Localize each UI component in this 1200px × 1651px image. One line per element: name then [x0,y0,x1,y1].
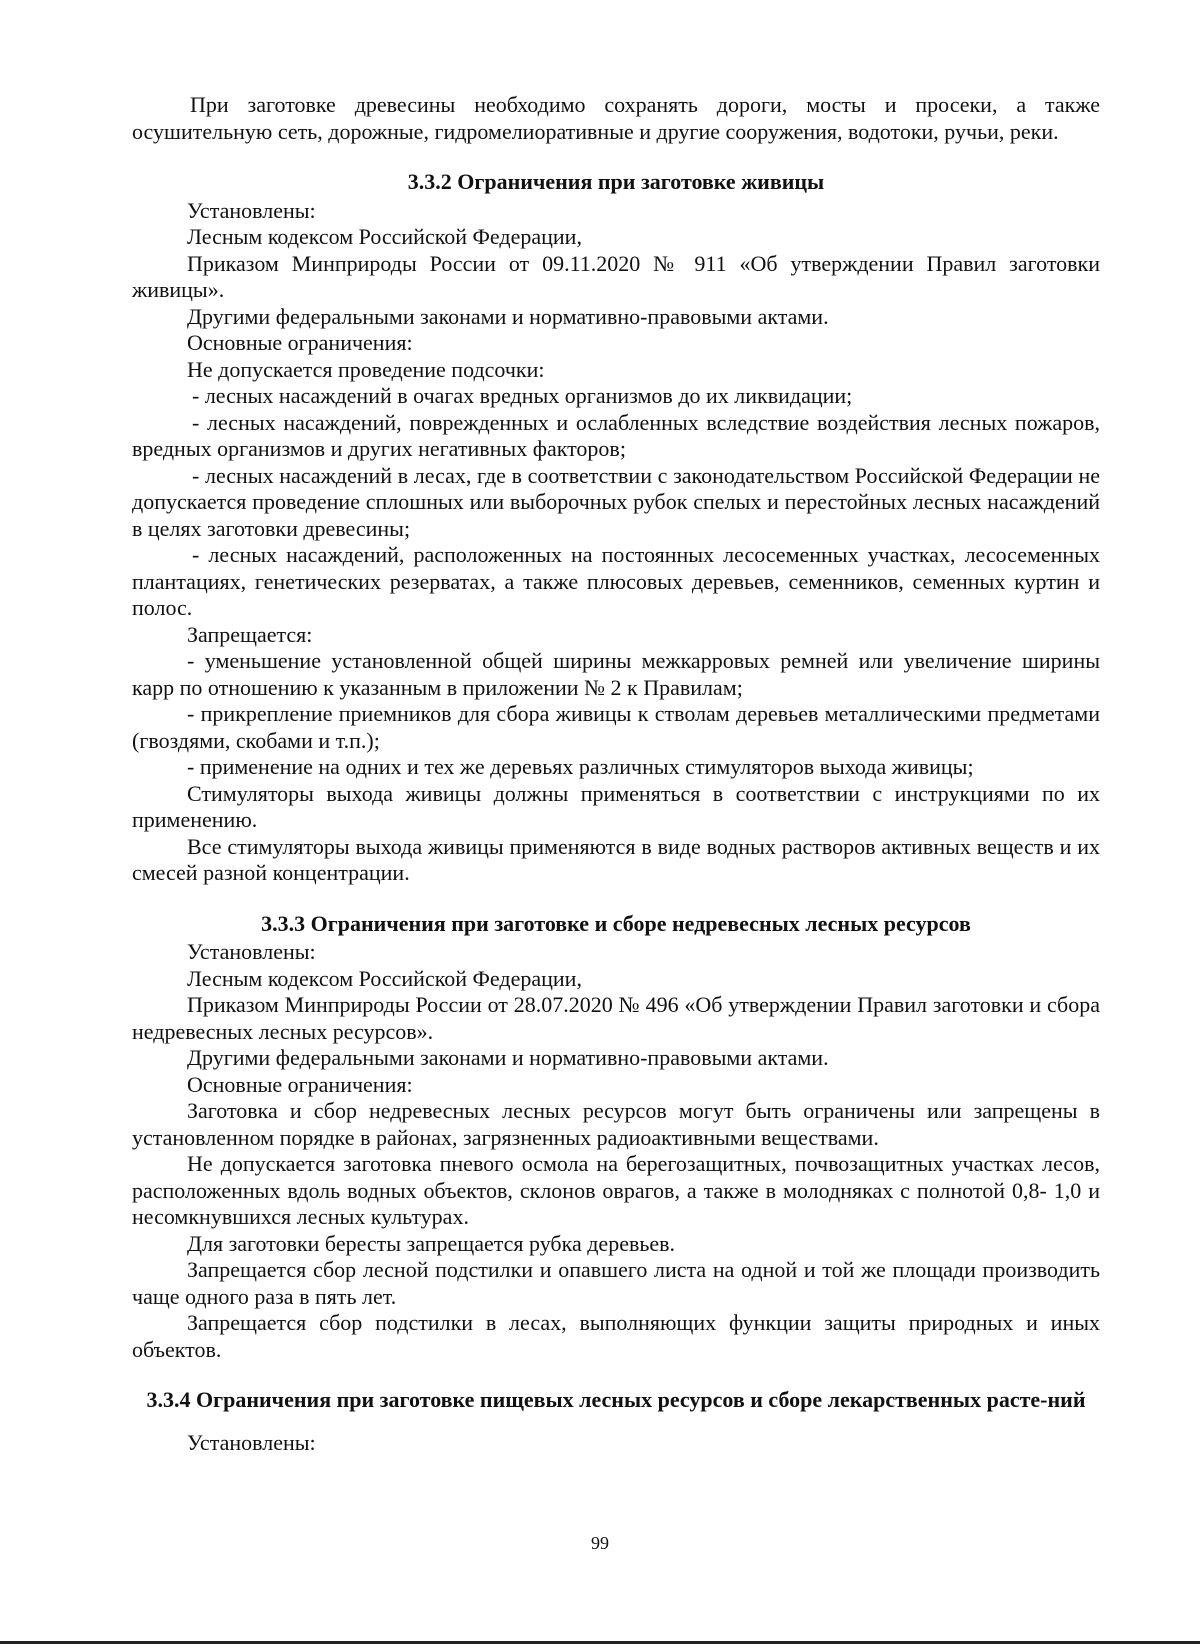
heading-3-3-3: 3.3.3 Ограничения при заготовке и сборе недревесных лесных ресурсов [261,910,971,936]
paragraph: Не допускается проведение подсочки: [187,356,545,382]
paragraph: Заготовка и сбор недревесных лесных ресурсов могут быть ограничены или запрещены в установленном порядке в районах, загрязненных радиоактивными веществами. [132,1098,1100,1150]
paragraph: Основные ограничения: [187,1071,413,1097]
heading-3-3-4: 3.3.4 Ограничения при заготовке пищевых лесных ресурсов и сборе лекарственных расте-ний [146,1387,1086,1412]
list-item: - уменьшение установленной общей ширины межкарровых ремней или увеличение ширины карр по отношению к указанным в приложении № 2 к Правилам; [132,648,1100,700]
list-item: - лесных насаждений, поврежденных и ослабленных вследствие воздействия лесных пожаров, вредных организмов и других негативных факторов; [132,409,1100,461]
paragraph: Лесным кодексом Российской Федерации, [187,965,582,991]
paragraph: Для заготовки бересты запрещается рубка деревьев. [187,1230,676,1256]
list-item: - лесных насаждений в лесах, где в соответствии с законодательством Российской Федерации не допускается проведение сплошных или выборочных рубок спелых и перестойных лесных насаждений в целях заготовки древесины; [132,462,1100,541]
paragraph: Не допускается заготовка пневого осмола на берегозащитных, почвозащитных участках лесов, расположенных вдоль водных объектов, склонов оврагов, а также в молодняках с полнотой 0,8- 1,0 и несомкнувшихся лесных культурах. [132,1151,1100,1229]
paragraph: Установлены: [187,197,316,223]
list-item: - лесных насаждений в очагах вредных организмов до их ликвидации; [192,383,853,408]
paragraph-timber-harvest: При заготовке древесины необходимо сохранять дороги, мосты и просеки, а также осушительную сеть, дорожные, гидромелиоративные и другие сооружения, водотоки, ручьи, реки. [132,92,1100,144]
paragraph: Приказом Минприроды России от 28.07.2020 № 496 «Об утверждении Правил заготовки и сбора недревесных лесных ресурсов». [132,992,1100,1044]
heading-3-3-2: 3.3.2 Ограничения при заготовке живицы [407,169,825,194]
document-page [132,92,1100,1456]
paragraph: Запрещается: [187,621,313,647]
paragraph: Запрещается сбор подстилки в лесах, выполняющих функции защиты природных и иных объектов. [132,1310,1100,1362]
paragraph: Установлены: [187,1429,316,1455]
paragraph: Стимуляторы выхода живицы должны применяться в соответствии с инструкциями по их применению. [132,780,1100,832]
paragraph: Лесным кодексом Российской Федерации, [187,224,582,249]
paragraph: Другими федеральными законами и нормативно-правовыми актами. [187,1045,829,1070]
list-item: - лесных насаждений, расположенных на постоянных лесосеменных участках, лесосеменных плантациях, генетических резерватах, а также плюсовых деревьев, семенников, семенных куртин и полос. [132,542,1100,620]
paragraph: Другими федеральными законами и нормативно-правовыми актами. [187,303,829,329]
paragraph: Установлены: [187,939,316,964]
paragraph: Запрещается сбор лесной подстилки и опавшего листа на одной и той же площади производить чаще одного раза в пять лет. [132,1257,1100,1309]
list-item: - применение на одних и тех же деревьях различных стимуляторов выхода живицы; [187,754,974,779]
paragraph: Приказом Минприроды России от 09.11.2020 № 911 «Об утверждении Правил заготовки живицы». [132,250,1100,302]
list-item: - прикрепление приемников для сбора живицы к стволам деревьев металлическими предметами (гвоздями, скобами и т.п.); [132,701,1100,753]
paragraph: Все стимуляторы выхода живицы применяются в виде водных растворов активных веществ и их смесей разной концентрации. [132,833,1100,885]
footer-rule [0,1641,1200,1644]
page-number: 99 [591,1533,609,1553]
paragraph: Основные ограничения: [187,330,413,355]
